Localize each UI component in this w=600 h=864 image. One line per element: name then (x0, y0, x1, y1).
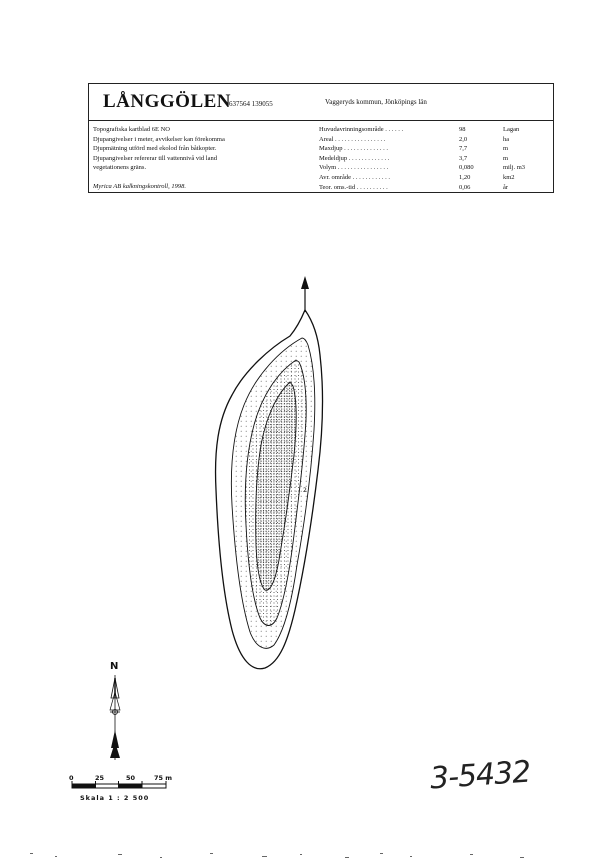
note-line: Djupmätning utförd med ekolod från båtkopter. (93, 145, 217, 152)
lake-north-arrow (301, 276, 309, 312)
stat-unit: ha (503, 135, 510, 143)
stat-label: Medeldjup . . . . . . . . . . . . . (319, 154, 390, 162)
depth-label: 2 (303, 487, 307, 494)
stat-value: 1,20 (459, 173, 471, 181)
stat-unit: m (503, 145, 509, 153)
scale-tick-label: 0 (69, 774, 74, 782)
stat-label: Maxdjup . . . . . . . . . . . . . . (319, 145, 388, 153)
stat-label: Volym . . . . . . . . . . . . . . . . (319, 164, 389, 172)
handwritten-annotation: 3-5432 (428, 754, 532, 797)
stat-label: Huvudavrinningsområde . . . . . . (319, 126, 404, 133)
lake-coordinates: 637564 139055 (229, 100, 273, 108)
stat-label: Avr. område . . . . . . . . . . . . (319, 173, 391, 181)
scale-bar (72, 781, 166, 788)
stat-value: 7,7 (459, 145, 468, 153)
scale-tick-label: 50 (126, 774, 136, 782)
stat-label: Teor. oms.-tid . . . . . . . . . . (319, 183, 388, 191)
north-label: N (110, 661, 119, 672)
municipality-label: Vaggeryds kommun, Jönköpings län (325, 98, 427, 106)
scale-tick-label: 75 m (154, 774, 173, 782)
scan-noise (30, 853, 524, 858)
scale-tick-label: 25 (95, 774, 105, 782)
survey-credit: Myrica AB kalkningskontroll, 1998. (93, 182, 186, 190)
stat-unit: år (503, 183, 509, 191)
note-line: vegetationens gräns. (93, 164, 147, 171)
map-sheet-reference: Topografiska kartblad 6E NO (93, 126, 170, 133)
north-arrow-icon (110, 675, 120, 760)
stat-value: 98 (459, 126, 466, 133)
stat-value: 3,7 (459, 154, 468, 162)
note-line: Djupangivelser i meter, avvikelser kan förekomma (93, 135, 225, 143)
stat-value: 0,080 (459, 164, 474, 172)
stat-value: 0,06 (459, 183, 471, 191)
note-line: Djupangivelser refererar till vattennivå vid land (93, 154, 217, 162)
stat-unit: Lagan (503, 126, 520, 133)
stat-unit: km2 (503, 173, 515, 181)
stat-unit: m (503, 154, 509, 162)
stat-label: Areal . . . . . . . . . . . . . . . . (319, 135, 386, 143)
scale-label: Skala 1 : 2 500 (80, 794, 150, 802)
stat-value: 2,0 (459, 135, 468, 143)
stat-unit: milj. m3 (503, 164, 526, 172)
lake-name-title: LÅNGGÖLEN (103, 91, 232, 112)
